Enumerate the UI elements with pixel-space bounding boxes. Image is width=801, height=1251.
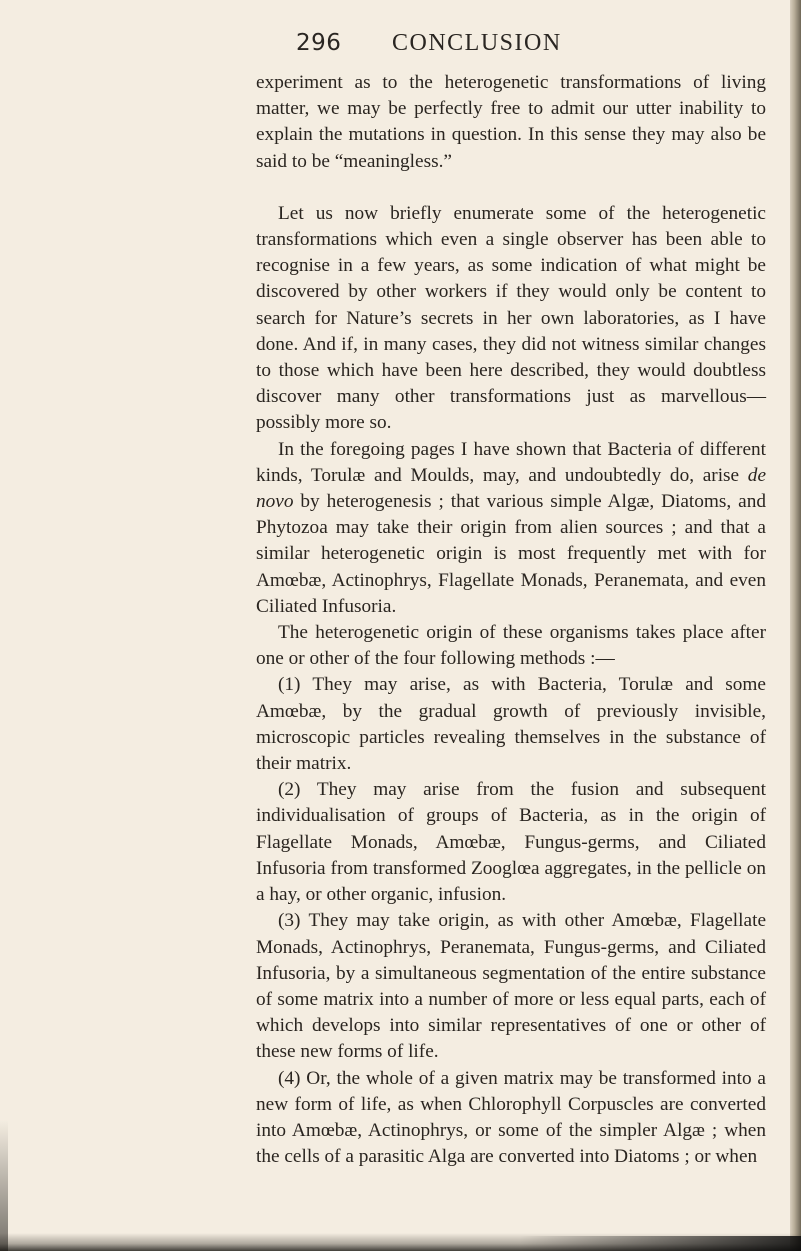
paragraph-continuation: experiment as to the heterogenetic transformations of living matter, we may be perfectly free to admit our utter inability to explain the mutations in question. In this sense they may also be said to be “meaningless.” xyxy=(256,72,766,172)
running-title: CONCLUSION xyxy=(392,30,562,56)
body-text xyxy=(256,70,766,1170)
paragraph-enumerate: Let us now briefly enumerate some of the heterogenetic transformations which even a single observer has been able to recognise in a few years, as some indication of what might be discovered by other workers if they would only be content to search for Nature’s secrets in her own laboratories, as I have done. And if, in many cases, they did not witness similar changes to those which have been here described, they would doubtless discover many other transformations just as marvellous—possibly more so. xyxy=(256,202,766,434)
page-number: 296 xyxy=(296,30,342,56)
page-edge xyxy=(790,0,801,1251)
paragraph-de-novo-before: In the foregoing pages I have shown that Bacteria of different kinds, Torulæ and Moulds, may, and undoubtedly do, arise xyxy=(256,438,766,486)
bottom-corner-shadow xyxy=(520,1236,801,1251)
paragraph-de-novo-after: by heterogenesis ; that various simple Algæ, Diatoms, and Phytozoa may take their origin from alien sources ; and that a similar heterogenetic origin is most frequently met with for Amœbæ, Actinophrys, Flagellate Monads, Peranemata, and even Ciliated Infusoria. xyxy=(256,491,766,617)
italic-de-novo: de novo xyxy=(256,464,766,513)
left-edge-shadow xyxy=(0,1120,8,1251)
paragraph-method-1: (1) They may arise, as with Bacteria, Torulæ and some Amœbæ, by the gradual growth of previously invisible, microscopic particles revealing themselves in the substance of their matrix. xyxy=(256,674,766,775)
paragraph-method-4: (4) Or, the whole of a given matrix may be transformed into a new form of life, as when Chlorophyll Corpuscles are converted into Amœbæ, Actinophrys, or some of the simpler Algæ ; when the cells of a parasitic Alga are converted into Diatoms ; or when xyxy=(256,1067,766,1168)
paragraph-de-novo xyxy=(256,437,766,620)
paragraph-method-3: (3) They may take origin, as with other Amœbæ, Flagellate Monads, Actinophrys, Peranemata, Fungus-germs, and Ciliated Infusoria, by a simultaneous segmentation of the entire substance of some matrix into a number of more or less equal parts, each of which develops into similar representatives of one or other of these new forms of life. xyxy=(256,910,766,1063)
running-head xyxy=(0,30,790,64)
paragraph-method-2: (2) They may arise from the fusion and subsequent individualisation of groups of Bacteria, as in the origin of Flagellate Monads, Amœbæ, Fungus-germs, and Ciliated Infusoria from transformed Zooglœa aggregates, in the pellicle on a hay, or other organic, infusion. xyxy=(256,779,766,906)
paragraph-methods-intro: The heterogenetic origin of these organisms takes place after one or other of the four following methods :— xyxy=(256,622,766,670)
